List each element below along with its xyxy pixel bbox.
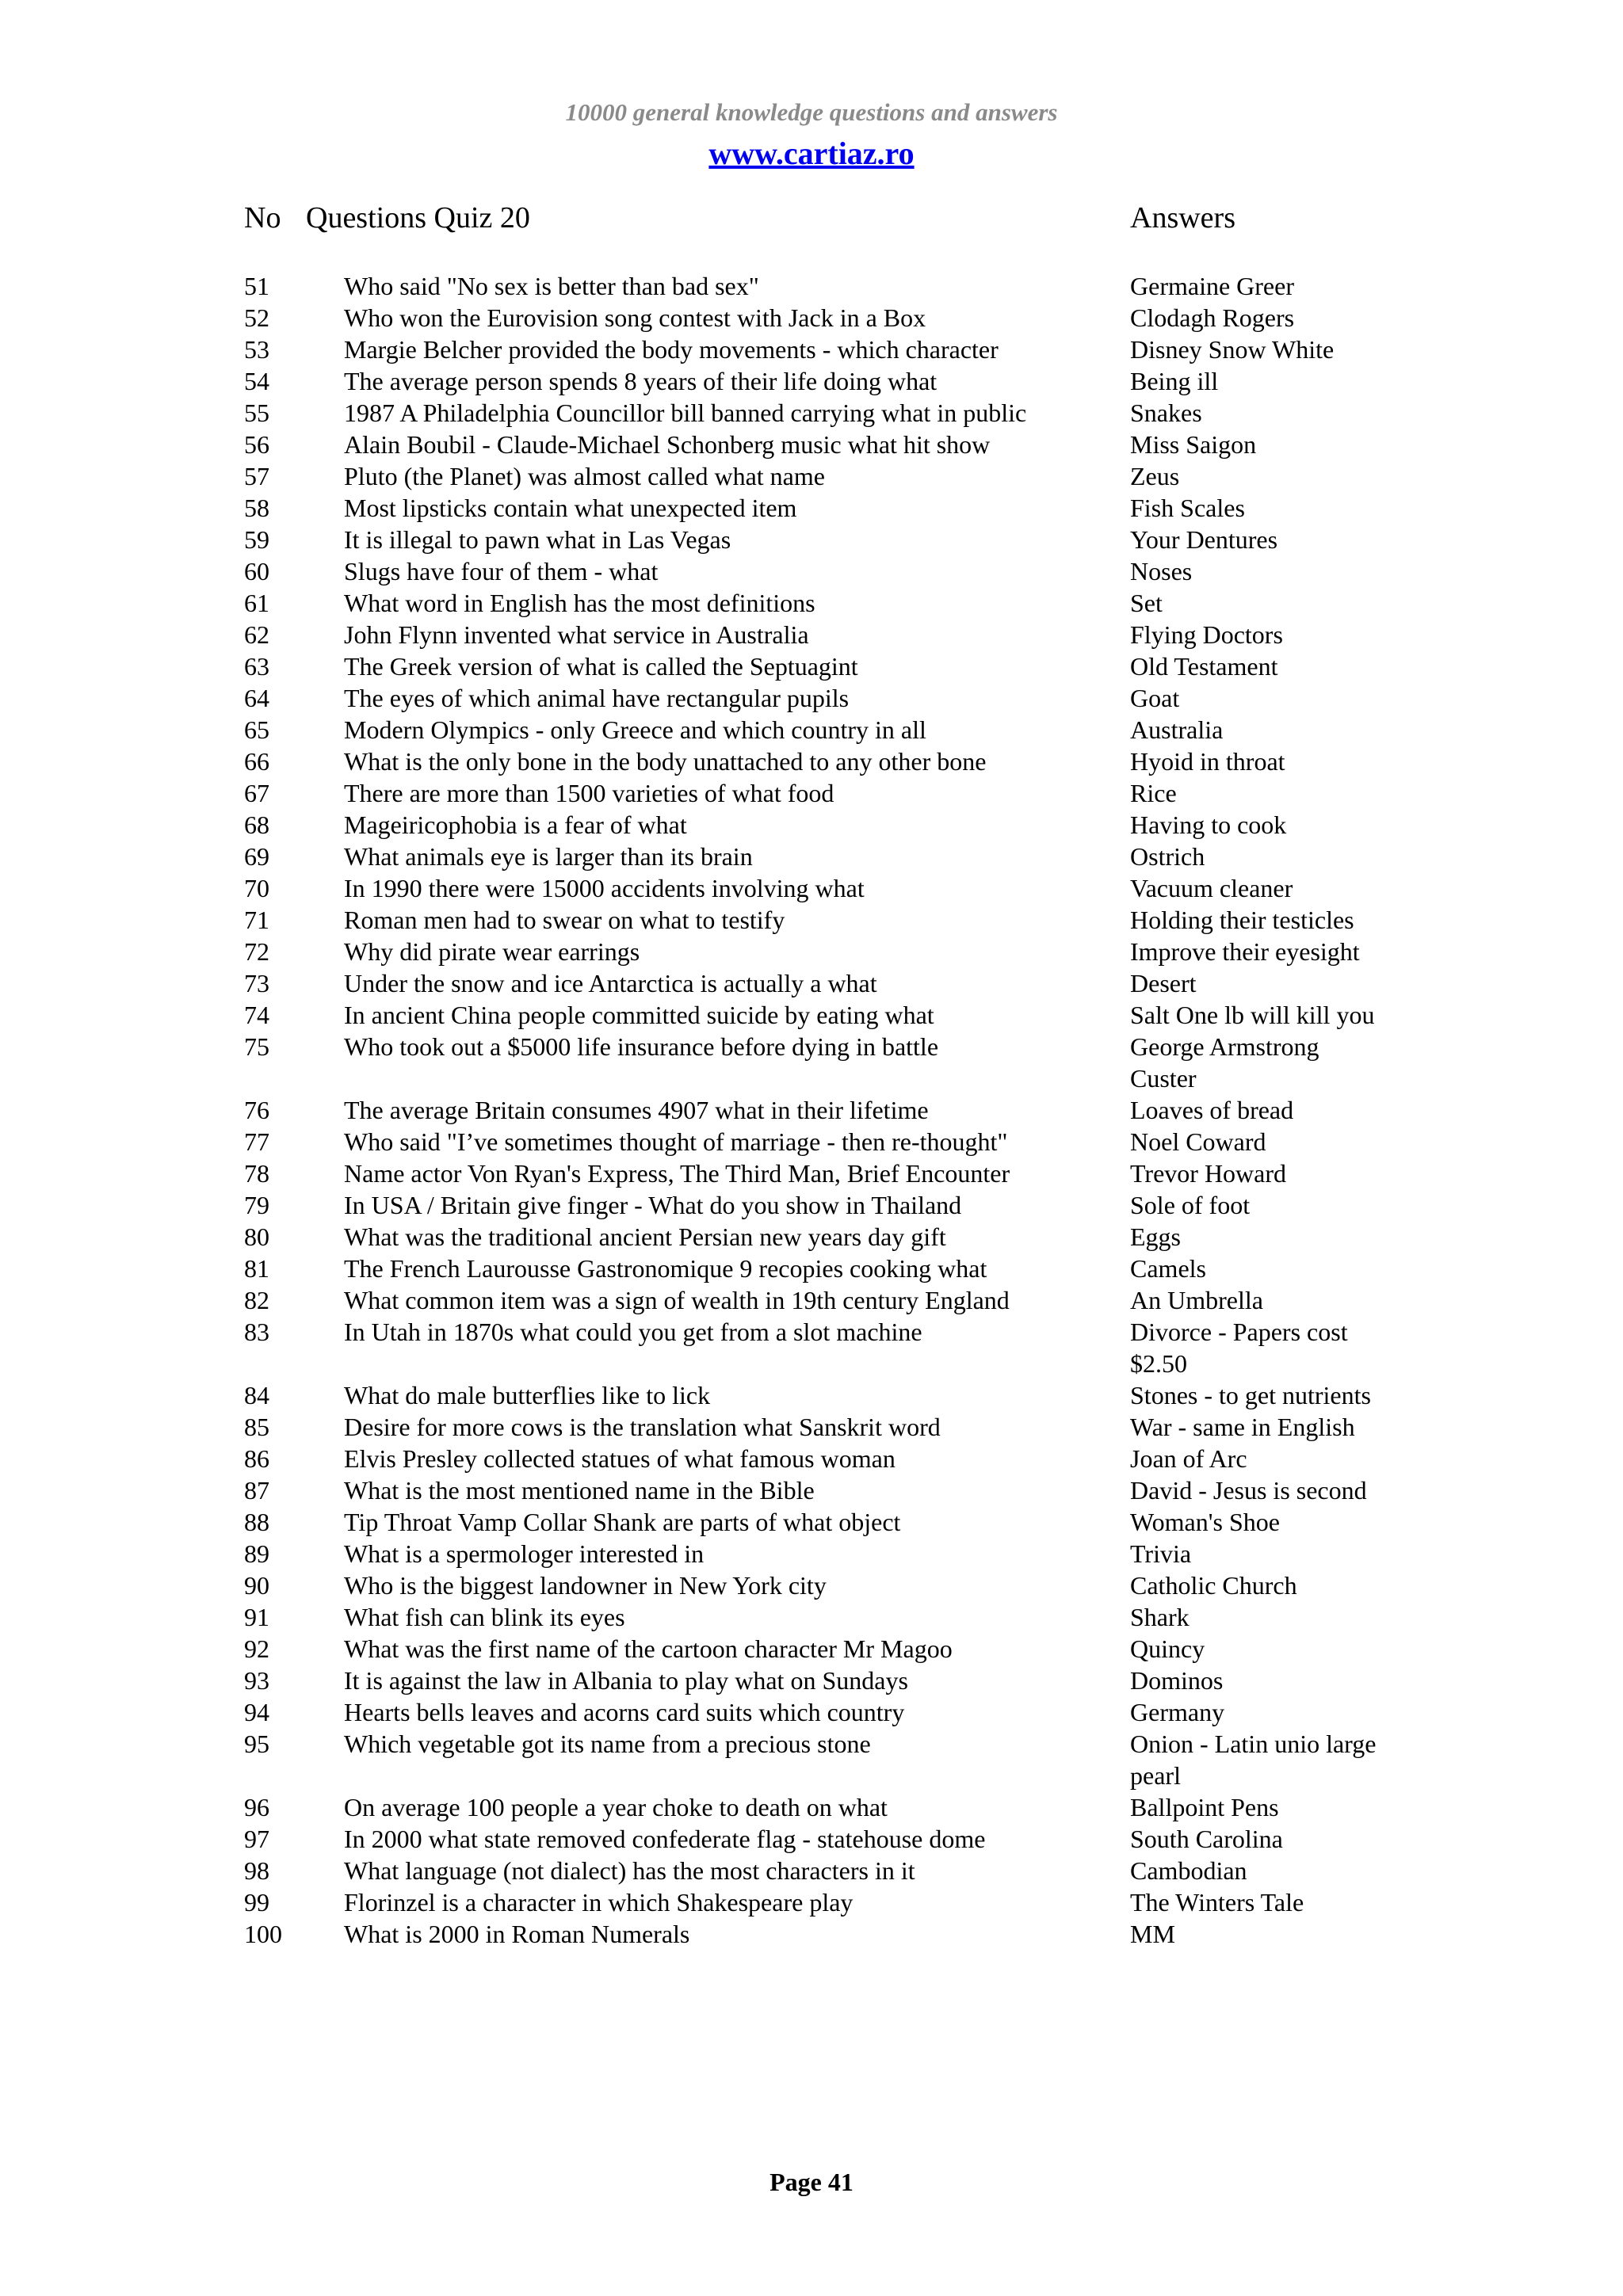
answer-text: Flying Doctors: [1130, 620, 1283, 649]
answer-text: Salt One lb will kill you: [1130, 1001, 1375, 1029]
question-number: 73: [244, 969, 269, 997]
question-text: John Flynn invented what service in Australia: [344, 620, 809, 649]
question-text: Modern Olympics - only Greece and which country in all: [344, 715, 926, 744]
answer-text: Clodagh Rogers: [1130, 303, 1295, 332]
table-row: [0, 1222, 1623, 1253]
answer-text: David - Jesus is second: [1130, 1476, 1367, 1505]
document-subtitle: 10000 general knowledge questions and answers: [565, 98, 1058, 126]
question-number: 85: [244, 1413, 269, 1441]
question-text: There are more than 1500 varieties of what food: [344, 779, 834, 807]
question-text: Florinzel is a character in which Shakespeare play: [344, 1888, 854, 1917]
answer-text: Miss Saigon: [1130, 430, 1257, 459]
question-number: 99: [244, 1888, 269, 1917]
answer-text: Trivia: [1130, 1539, 1192, 1568]
question-number: 77: [244, 1127, 269, 1156]
question-text: Who said "I’ve sometimes thought of marriage - then re-thought": [344, 1127, 1008, 1156]
question-number: 98: [244, 1856, 269, 1885]
question-number: 55: [244, 399, 269, 427]
answer-text: George Armstrong Custer: [1130, 1032, 1319, 1093]
question-text: In ancient China people committed suicide by eating what: [344, 1001, 934, 1029]
table-row: [0, 620, 1623, 651]
site-link[interactable]: www.cartiaz.ro: [708, 135, 915, 171]
question-number: 53: [244, 335, 269, 364]
answer-text: MM: [1130, 1920, 1175, 1948]
answer-text: Dominos: [1130, 1666, 1224, 1695]
table-row: [0, 556, 1623, 588]
table-row: [0, 1824, 1623, 1855]
answer-text: Trevor Howard: [1130, 1159, 1287, 1188]
question-text: Desire for more cows is the translation what Sanskrit word: [344, 1413, 941, 1441]
table-row: [0, 1665, 1623, 1697]
table-row: [0, 1317, 1623, 1380]
answer-text: Germaine Greer: [1130, 272, 1294, 300]
question-text: On average 100 people a year choke to death on what: [344, 1793, 888, 1821]
question-text: What animals eye is larger than its brain: [344, 842, 753, 871]
question-number: 96: [244, 1793, 269, 1821]
question-text: In USA / Britain give finger - What do you show in Thailand: [344, 1191, 962, 1219]
answer-text: Loaves of bread: [1130, 1096, 1294, 1124]
question-text: What fish can blink its eyes: [344, 1603, 625, 1631]
question-number: 75: [244, 1032, 269, 1061]
table-row: [0, 524, 1623, 556]
question-number: 90: [244, 1571, 269, 1600]
question-number: 63: [244, 652, 269, 681]
question-text: Elvis Presley collected statues of what famous woman: [344, 1444, 896, 1473]
column-header-no: No: [244, 201, 281, 235]
answer-text: Eggs: [1130, 1222, 1181, 1251]
table-row: [0, 1919, 1623, 1951]
answer-text: Zeus: [1130, 462, 1180, 490]
answer-text: Rice: [1130, 779, 1177, 807]
question-text: What is the only bone in the body unattached to any other bone: [344, 747, 987, 776]
question-number: 88: [244, 1508, 269, 1536]
question-text: What is 2000 in Roman Numerals: [344, 1920, 690, 1948]
table-row: [0, 1285, 1623, 1317]
table-row: [0, 968, 1623, 1000]
answer-text: Fish Scales: [1130, 494, 1245, 522]
table-row: [0, 1032, 1623, 1095]
table-row: [0, 1539, 1623, 1570]
table-row: [0, 778, 1623, 810]
question-number: 94: [244, 1698, 269, 1726]
answer-text: The Winters Tale: [1130, 1888, 1304, 1917]
table-row: [0, 493, 1623, 524]
answer-text: Desert: [1130, 969, 1197, 997]
answer-text: Your Dentures: [1130, 525, 1278, 554]
question-text: Most lipsticks contain what unexpected item: [344, 494, 797, 522]
question-number: 78: [244, 1159, 269, 1188]
question-number: 68: [244, 810, 269, 839]
question-text: Pluto (the Planet) was almost called what name: [344, 462, 825, 490]
question-text: Hearts bells leaves and acorns card suits which country: [344, 1698, 905, 1726]
table-row: [0, 841, 1623, 873]
question-number: 52: [244, 303, 269, 332]
question-number: 69: [244, 842, 269, 871]
page-number: Page 41: [769, 2168, 854, 2196]
answer-text: Holding their testicles: [1130, 906, 1354, 934]
question-number: 76: [244, 1096, 269, 1124]
answer-text: Ostrich: [1130, 842, 1205, 871]
table-row: [0, 683, 1623, 715]
table-row: [0, 334, 1623, 366]
question-number: 86: [244, 1444, 269, 1473]
question-number: 51: [244, 272, 269, 300]
answer-text: Disney Snow White: [1130, 335, 1335, 364]
question-text: Roman men had to swear on what to testify: [344, 906, 785, 934]
question-number: 89: [244, 1539, 269, 1568]
table-row: [0, 1253, 1623, 1285]
question-text: The average Britain consumes 4907 what in their lifetime: [344, 1096, 929, 1124]
answer-text: Australia: [1130, 715, 1224, 744]
answer-text: Ballpoint Pens: [1130, 1793, 1279, 1821]
answer-text: Noel Coward: [1130, 1127, 1266, 1156]
table-row: [0, 1792, 1623, 1824]
answer-text: Snakes: [1130, 399, 1202, 427]
table-row: [0, 746, 1623, 778]
table-row: [0, 271, 1623, 303]
question-number: 62: [244, 620, 269, 649]
question-text: In 2000 what state removed confederate flag - statehouse dome: [344, 1825, 986, 1853]
table-row: [0, 1634, 1623, 1665]
question-number: 61: [244, 589, 269, 617]
question-number: 70: [244, 874, 269, 902]
question-number: 66: [244, 747, 269, 776]
answer-text: Old Testament: [1130, 652, 1278, 681]
question-number: 74: [244, 1001, 269, 1029]
table-row: [0, 1127, 1623, 1158]
question-text: It is illegal to pawn what in Las Vegas: [344, 525, 731, 554]
table-row: [0, 1380, 1623, 1412]
table-row: [0, 303, 1623, 334]
question-text: Name actor Von Ryan's Express, The Third Man, Brief Encounter: [344, 1159, 1010, 1188]
answer-text: Improve their eyesight: [1130, 937, 1360, 966]
answer-text: Onion - Latin unio large pearl: [1130, 1730, 1377, 1790]
question-number: 64: [244, 684, 269, 712]
table-row: [0, 1729, 1623, 1792]
question-list: [0, 271, 1623, 1951]
answer-text: South Carolina: [1130, 1825, 1283, 1853]
answer-text: Divorce - Papers cost $2.50: [1130, 1318, 1348, 1378]
question-text: In Utah in 1870s what could you get from a slot machine: [344, 1318, 922, 1346]
answer-text: Shark: [1130, 1603, 1190, 1631]
question-text: What do male butterflies like to lick: [344, 1381, 711, 1409]
question-number: 84: [244, 1381, 269, 1409]
question-number: 82: [244, 1286, 269, 1314]
answer-text: Joan of Arc: [1130, 1444, 1247, 1473]
question-text: Margie Belcher provided the body movements - which character: [344, 335, 999, 364]
question-text: Who won the Eurovision song contest with Jack in a Box: [344, 303, 926, 332]
table-row: [0, 715, 1623, 746]
table-row: [0, 1887, 1623, 1919]
question-text: What word in English has the most definitions: [344, 589, 815, 617]
table-row: [0, 1602, 1623, 1634]
question-number: 57: [244, 462, 269, 490]
answer-text: Being ill: [1130, 367, 1219, 395]
question-text: What is a spermologer interested in: [344, 1539, 705, 1568]
question-text: Why did pirate wear earrings: [344, 937, 640, 966]
question-number: 67: [244, 779, 269, 807]
question-number: 92: [244, 1634, 269, 1663]
question-number: 95: [244, 1730, 269, 1758]
table-row: [0, 1444, 1623, 1475]
answer-text: Woman's Shoe: [1130, 1508, 1280, 1536]
table-row: [0, 810, 1623, 841]
answer-text: Germany: [1130, 1698, 1225, 1726]
answer-text: War - same in English: [1130, 1413, 1355, 1441]
column-header-questions: Questions Quiz 20: [306, 201, 530, 235]
question-text: It is against the law in Albania to play what on Sundays: [344, 1666, 908, 1695]
question-number: 83: [244, 1318, 269, 1346]
table-row: [0, 1507, 1623, 1539]
column-header-answers: Answers: [1130, 201, 1235, 235]
table-row: [0, 873, 1623, 905]
question-number: 60: [244, 557, 269, 585]
question-number: 54: [244, 367, 269, 395]
question-text: What was the first name of the cartoon character Mr Magoo: [344, 1634, 953, 1663]
question-text: What is the most mentioned name in the Bible: [344, 1476, 815, 1505]
question-text: Who said "No sex is better than bad sex": [344, 272, 759, 300]
question-text: Mageiricophobia is a fear of what: [344, 810, 687, 839]
question-number: 72: [244, 937, 269, 966]
question-text: The Greek version of what is called the Septuagint: [344, 652, 858, 681]
table-row: [0, 1095, 1623, 1127]
question-number: 100: [244, 1920, 282, 1948]
answer-text: Catholic Church: [1130, 1571, 1297, 1600]
answer-text: Hyoid in throat: [1130, 747, 1285, 776]
answer-text: Goat: [1130, 684, 1180, 712]
question-text: In 1990 there were 15000 accidents involving what: [344, 874, 865, 902]
question-number: 59: [244, 525, 269, 554]
question-text: The French Laurousse Gastronomique 9 recopies cooking what: [344, 1254, 987, 1283]
table-row: [0, 905, 1623, 936]
question-text: The eyes of which animal have rectangular pupils: [344, 684, 850, 712]
question-number: 87: [244, 1476, 269, 1505]
question-text: What common item was a sign of wealth in 19th century England: [344, 1286, 1010, 1314]
table-row: [0, 429, 1623, 461]
answer-text: Having to cook: [1130, 810, 1287, 839]
question-text: 1987 A Philadelphia Councillor bill banned carrying what in public: [344, 399, 1027, 427]
question-number: 97: [244, 1825, 269, 1853]
question-number: 91: [244, 1603, 269, 1631]
table-row: [0, 1190, 1623, 1222]
question-number: 93: [244, 1666, 269, 1695]
question-text: Under the snow and ice Antarctica is actually a what: [344, 969, 877, 997]
table-row: [0, 1855, 1623, 1887]
table-row: [0, 1697, 1623, 1729]
answer-text: Set: [1130, 589, 1163, 617]
table-row: [0, 1570, 1623, 1602]
question-number: 58: [244, 494, 269, 522]
question-number: 80: [244, 1222, 269, 1251]
answer-text: An Umbrella: [1130, 1286, 1263, 1314]
table-row: [0, 398, 1623, 429]
answer-text: Noses: [1130, 557, 1193, 585]
question-text: Which vegetable got its name from a precious stone: [344, 1730, 871, 1758]
question-number: 81: [244, 1254, 269, 1283]
question-text: Slugs have four of them - what: [344, 557, 659, 585]
answer-text: Camels: [1130, 1254, 1206, 1283]
question-number: 65: [244, 715, 269, 744]
question-number: 56: [244, 430, 269, 459]
table-row: [0, 588, 1623, 620]
answer-text: Vacuum cleaner: [1130, 874, 1293, 902]
table-row: [0, 651, 1623, 683]
question-text: What was the traditional ancient Persian new years day gift: [344, 1222, 946, 1251]
table-row: [0, 366, 1623, 398]
question-number: 71: [244, 906, 269, 934]
question-number: 79: [244, 1191, 269, 1219]
question-text: The average person spends 8 years of their life doing what: [344, 367, 938, 395]
question-text: Who took out a $5000 life insurance before dying in battle: [344, 1032, 939, 1061]
question-text: What language (not dialect) has the most characters in it: [344, 1856, 915, 1885]
question-text: Tip Throat Vamp Collar Shank are parts of what object: [344, 1508, 901, 1536]
answer-text: Cambodian: [1130, 1856, 1247, 1885]
question-text: Alain Boubil - Claude-Michael Schonberg music what hit show: [344, 430, 991, 459]
table-row: [0, 1412, 1623, 1444]
table-row: [0, 461, 1623, 493]
answer-text: Stones - to get nutrients: [1130, 1381, 1371, 1409]
answer-text: Sole of foot: [1130, 1191, 1251, 1219]
table-row: [0, 1000, 1623, 1032]
table-row: [0, 1158, 1623, 1190]
question-text: Who is the biggest landowner in New York city: [344, 1571, 827, 1600]
table-row: [0, 1475, 1623, 1507]
answer-text: Quincy: [1130, 1634, 1205, 1663]
table-row: [0, 936, 1623, 968]
